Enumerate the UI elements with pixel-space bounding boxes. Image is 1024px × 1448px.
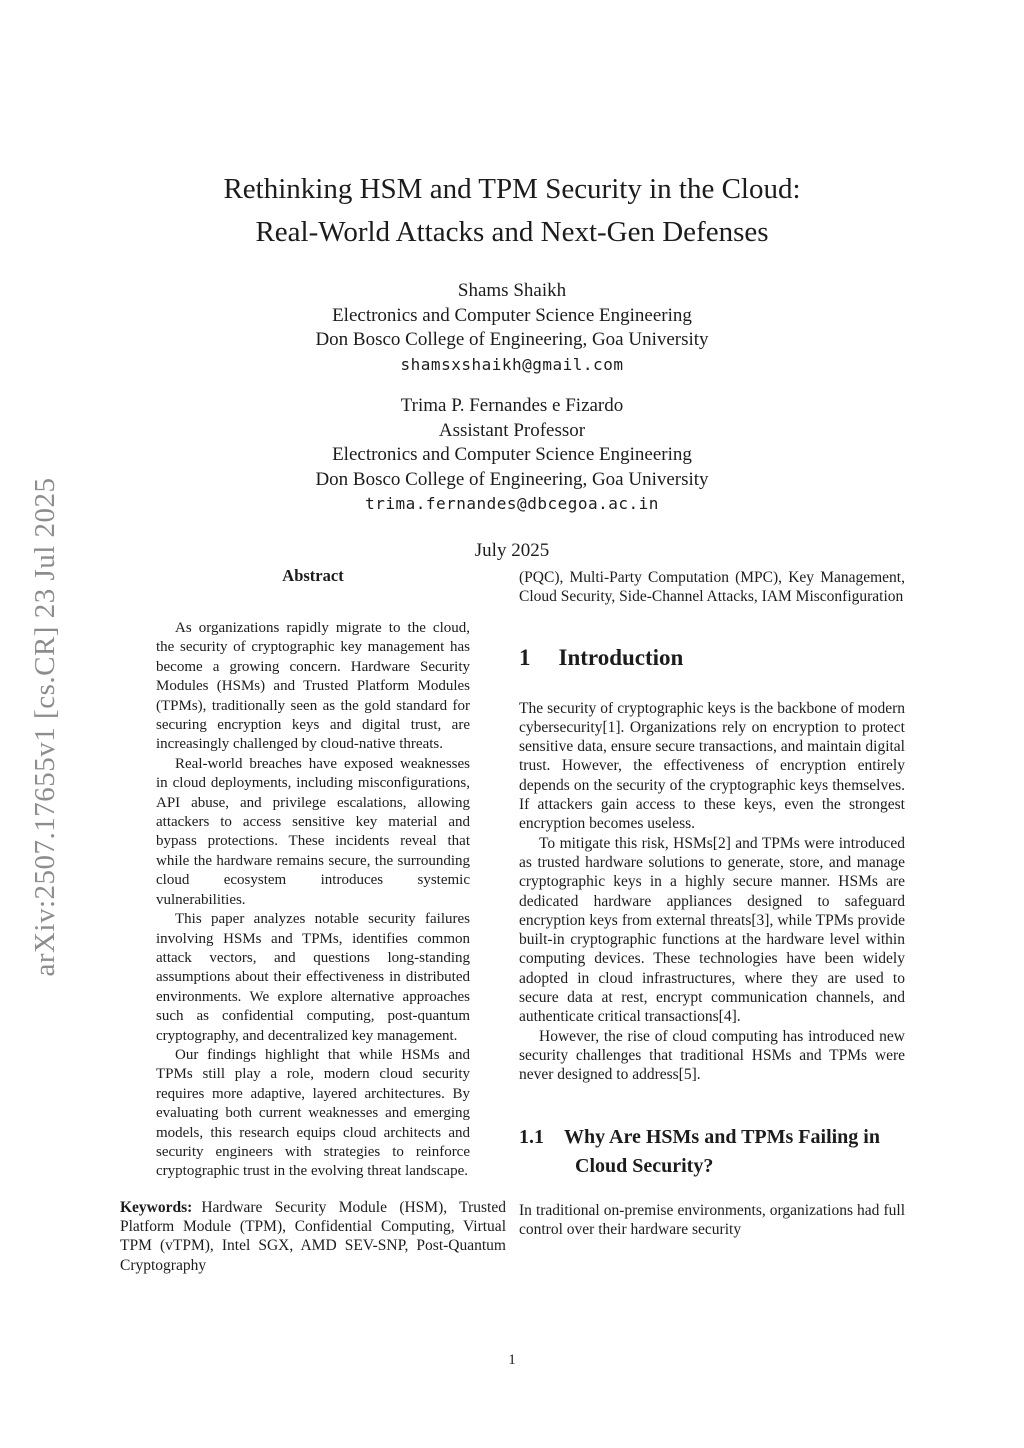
section-number: 1 bbox=[519, 644, 531, 670]
intro-paragraph-3: However, the rise of cloud computing has introduced new security challenges that traditional HSMs and TPMs were never designed to address[5]. bbox=[519, 1027, 905, 1084]
author-1-name: Shams Shaikh bbox=[457, 280, 567, 301]
section-title: Introduction bbox=[558, 644, 684, 670]
author-1-affiliation-dept: Electronics and Computer Science Engineering bbox=[332, 304, 692, 326]
keywords-label: Keywords: bbox=[120, 1198, 193, 1216]
section-heading-introduction bbox=[519, 643, 905, 673]
author-2-role: Assistant Professor bbox=[438, 419, 586, 441]
publication-date: July 2025 bbox=[474, 539, 550, 561]
subsection-title: Why Are HSMs and TPMs Failing in Cloud Security? bbox=[564, 1125, 880, 1177]
intro-paragraph-1: The security of cryptographic keys is the backbone of modern cybersecurity[1]. Organizations rely on encryption to protect sensitive data, ensure secure transactions, and maintain digital trust. However, the effectiveness of encryption entirely depends on the security of the cryptographic keys themselves. If attackers gain access to these keys, even the strongest encryption becomes useless. bbox=[519, 699, 905, 833]
abstract-paragraph-3: This paper analyzes notable security failures involving HSMs and TPMs, identifies common attack vectors, and questions long-standing assumptions about their effectiveness in distributed environments. We explore alternative approaches such as confidential computing, post-quantum cryptography, and decentralized key management. bbox=[156, 911, 470, 1044]
intro-paragraph-2: To mitigate this risk, HSMs[2] and TPMs were introduced as trusted hardware solutions to generate, store, and manage cryptographic keys in a highly secure manner. HSMs are dedicated hardware appliances designed to safeguard encryption keys from external threats[3], while TPMs provide built-in cryptographic functions at the hardware level within computing devices. These technologies have been widely adopted in cloud infrastructures, where they are used to secure data at rest, encrypt communication channels, and authenticate critical transactions[4]. bbox=[519, 834, 905, 1026]
abstract-paragraph-1: As organizations rapidly migrate to the cloud, the security of cryptographic key management has become a growing concern. Hardware Security Modules (HSMs) and Trusted Platform Modules (TPMs), traditionally seen as the gold standard for securing encryption keys and digital trust, are increasingly challenged by cloud-native threats. bbox=[156, 620, 470, 753]
author-1-affiliation-college: Don Bosco College of Engineering, Goa University bbox=[315, 329, 709, 350]
paper-title bbox=[0, 168, 1024, 254]
keywords-paragraph bbox=[120, 1198, 506, 1275]
subsection-heading-1-1 bbox=[519, 1123, 905, 1181]
author-2-affiliation-dept: Electronics and Computer Science Engineering bbox=[332, 444, 692, 465]
arxiv-watermark: arXiv:2507.17655v1 [cs.CR] 23 Jul 2025 bbox=[29, 477, 61, 977]
keywords-text-continuation: (PQC), Multi-Party Computation (MPC), Key Management, Cloud Security, Side-Channel Attacks, IAM Misconfiguration bbox=[519, 569, 905, 606]
author-1-email: shamsxshaikh@gmail.com bbox=[400, 354, 624, 374]
author-2-name: Trima P. Fernandes e Fizardo bbox=[400, 395, 624, 416]
subsection-paragraph-1: In traditional on-premise environments, organizations had full control over their hardware security bbox=[519, 1201, 905, 1238]
author-2-email: trima.fernandes@dbcegoa.ac.in bbox=[365, 494, 659, 513]
abstract-body bbox=[120, 619, 506, 1182]
author-block-1 bbox=[0, 279, 1024, 377]
left-column bbox=[120, 566, 506, 1275]
paper-title-line1: Rethinking HSM and TPM Security in the Cloud: bbox=[223, 173, 801, 205]
page-number: 1 bbox=[508, 1352, 516, 1368]
abstract-heading: Abstract bbox=[282, 566, 344, 585]
abstract-paragraph-2: Real-world breaches have exposed weaknesses in cloud deployments, including misconfigurations, API abuse, and privilege escalations, allowing attackers to access sensitive key material and bypass protections. These incidents reveal that while the hardware remains secure, the surrounding cloud ecosystem introduces systemic vulnerabilities. bbox=[156, 755, 470, 908]
author-2-affiliation-college: Don Bosco College of Engineering, Goa University bbox=[315, 468, 709, 490]
abstract-paragraph-4: Our findings highlight that while HSMs and TPMs still play a role, modern cloud security requires more adaptive, layered architectures. By evaluating both current weaknesses and emerging models, this research equips cloud architects and security engineers with strategies to reinforce cryptographic trust in the evolving threat landscape. bbox=[156, 1046, 470, 1180]
author-block-2 bbox=[0, 394, 1024, 517]
subsection-number: 1.1 bbox=[519, 1125, 544, 1148]
paper-title-line2: Real-World Attacks and Next-Gen Defenses bbox=[255, 216, 769, 248]
paper-header bbox=[0, 168, 1024, 562]
right-column bbox=[519, 568, 905, 1239]
keywords-text-left: Hardware Security Module (HSM), Trusted Platform Module (TPM), Confidential Computing, Virtual TPM (vTPM), Intel SGX, AMD SEV-SNP, Post-Quantum Cryptography bbox=[120, 1198, 506, 1274]
